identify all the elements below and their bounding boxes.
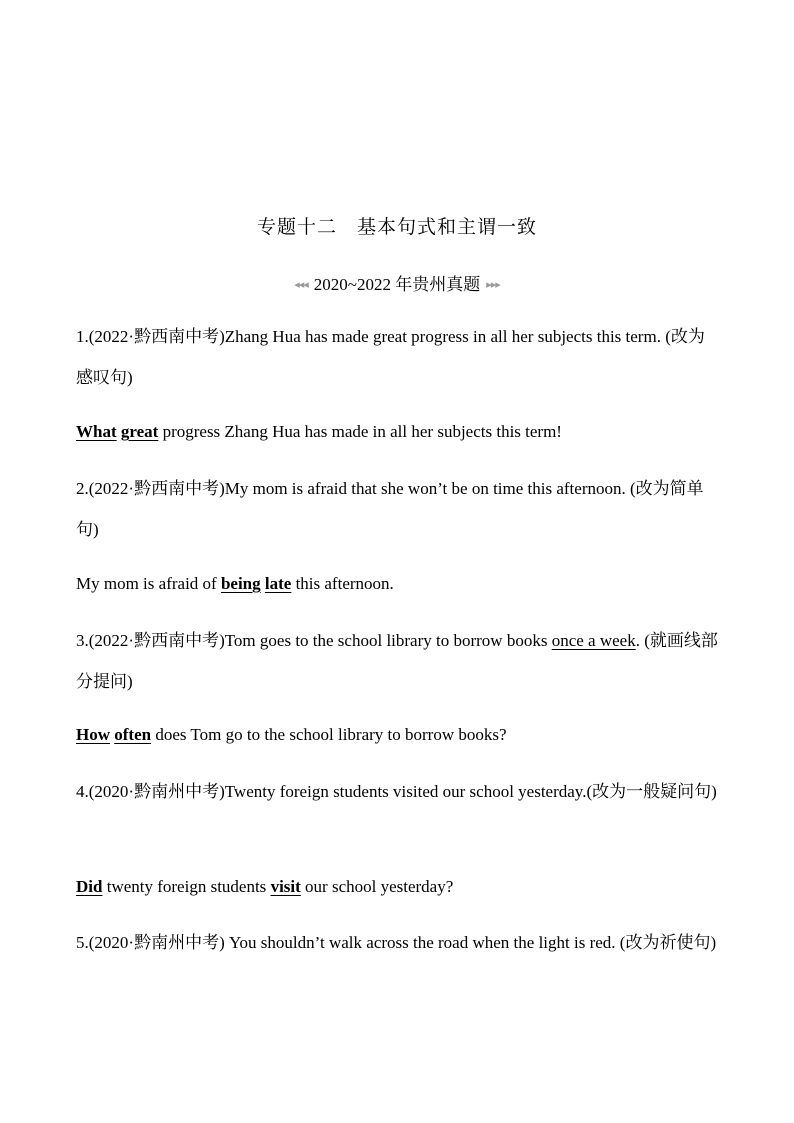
question-3-underlined: once a week (551, 631, 636, 650)
answer-3-blank-2: often (114, 725, 152, 744)
answer-3 (76, 723, 720, 747)
answer-4 (76, 875, 720, 899)
answer-2-blank-2: late (264, 574, 292, 593)
subtitle-text: 2020~2022 年贵州真题 (313, 275, 481, 294)
answer-2-blank-1: being (220, 574, 261, 593)
answer-1-rest: progress Zhang Hua has made in all her subjects this term! (158, 422, 562, 441)
question-3 (76, 620, 720, 702)
answer-2 (76, 572, 720, 596)
section-subtitle (0, 270, 794, 295)
answer-4-rest: our school yesterday? (300, 877, 454, 896)
answer-3-blank-1: How (76, 725, 110, 744)
arrow-right-decoration: ▸▸▸ (486, 279, 500, 291)
arrow-left-decoration: ◂◂◂ (294, 279, 308, 291)
question-2: 2.(2022·黔西南中考)My mom is afraid that she won’t be on time this afternoon. (改为简单句) (76, 479, 704, 539)
question-5: 5.(2020·黔南州中考) You shouldn’t walk across the road when the light is red. (改为祈使句) (76, 933, 717, 952)
question-3-suffix: . (就画线部分提问) (76, 631, 718, 691)
answer-2-rest: this afternoon. (291, 574, 394, 593)
page-title: 专题十二 基本句式和主谓一致 (256, 217, 537, 238)
answer-4-mid: twenty foreign students (102, 877, 271, 896)
question-4: 4.(2020·黔南州中考)Twenty foreign students visited our school yesterday.(改为一般疑问句) (76, 782, 717, 801)
answer-1-blank-1: What (76, 422, 117, 441)
answer-2-lead: My mom is afraid of (76, 574, 221, 593)
question-3-prefix: 3.(2022·黔西南中考)Tom goes to the school library to borrow books (76, 631, 552, 650)
answer-4-blank-1: Did (76, 877, 103, 896)
answer-1-blank-2: great (120, 422, 159, 441)
answer-3-rest: does Tom go to the school library to borrow books? (151, 725, 507, 744)
answer-4-blank-2: visit (270, 877, 301, 896)
answer-1 (76, 420, 720, 444)
question-1: 1.(2022·黔西南中考)Zhang Hua has made great progress in all her subjects this term. (改为感叹句) (76, 327, 705, 387)
